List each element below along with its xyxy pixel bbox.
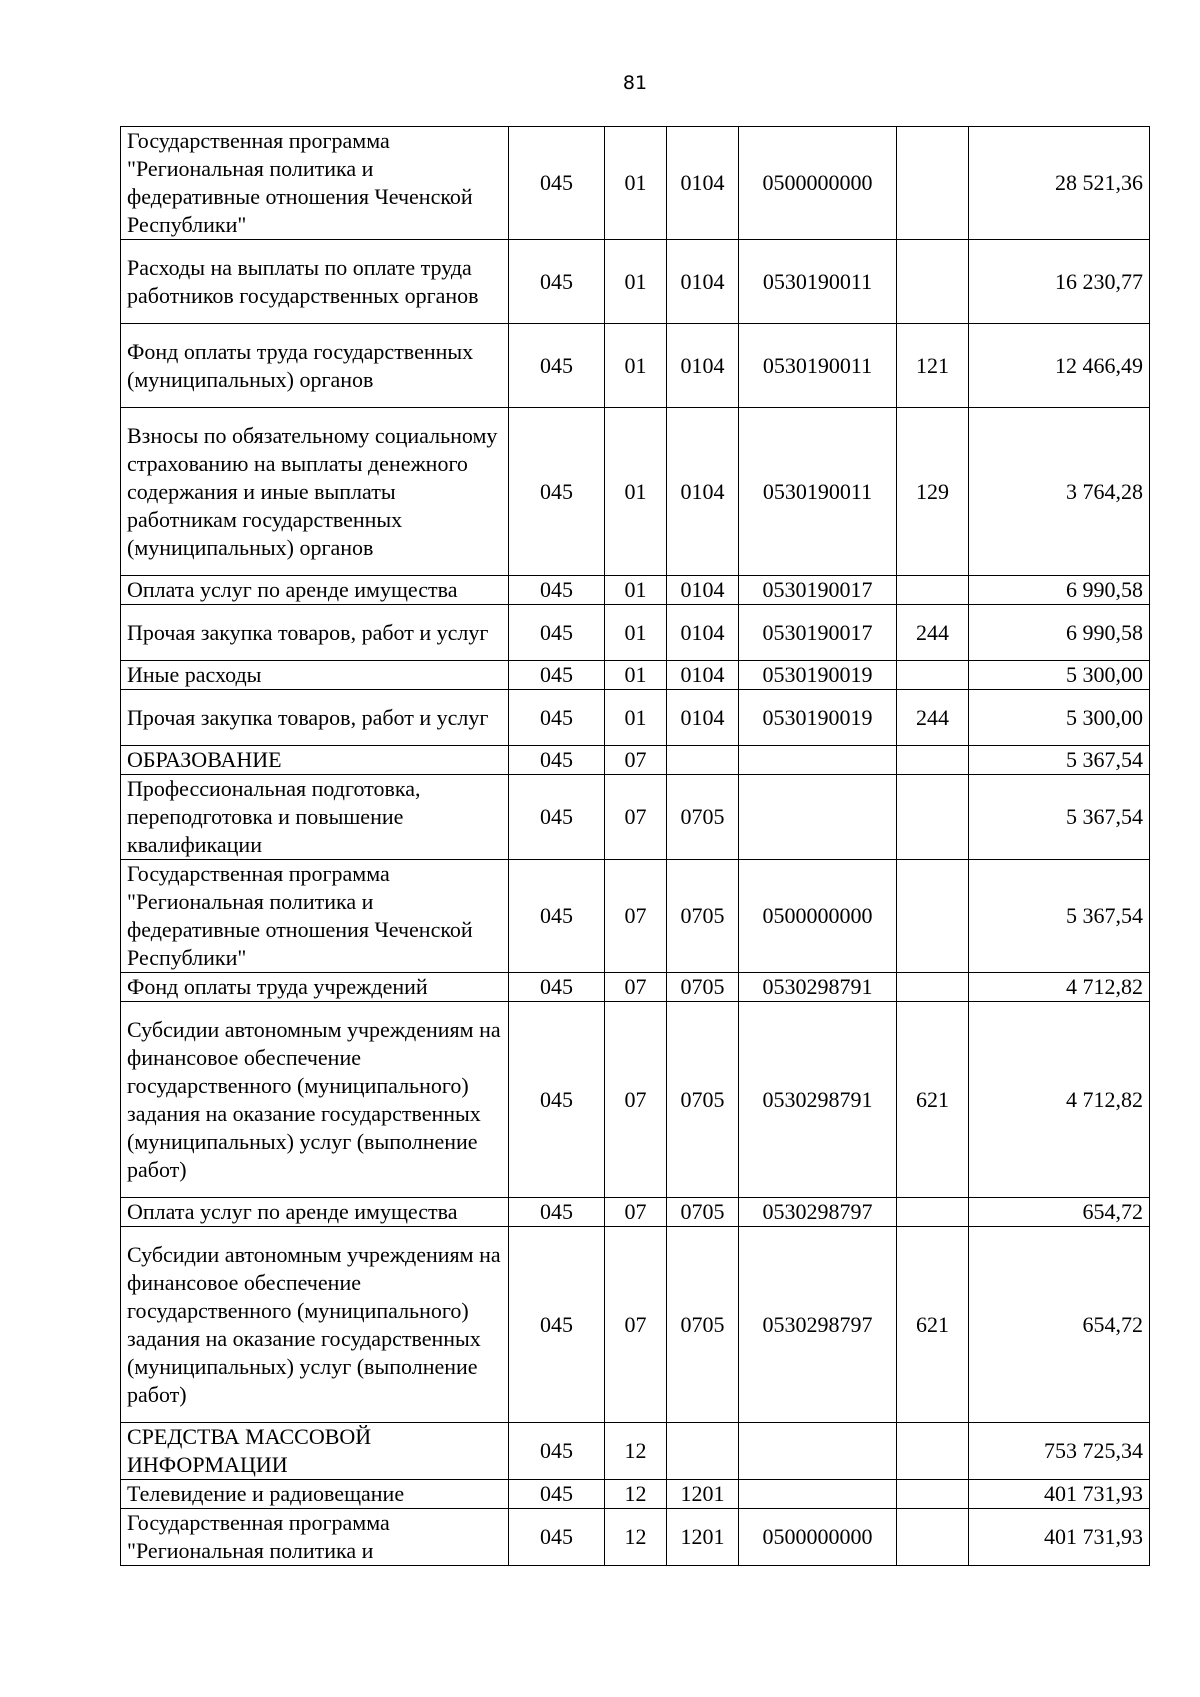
row-section-code: 07 (605, 775, 667, 860)
row-ved-code: 045 (509, 576, 605, 605)
row-amount: 654,72 (969, 1227, 1150, 1423)
row-name: СРЕДСТВА МАССОВОЙ ИНФОРМАЦИИ (121, 1423, 509, 1480)
row-target-code: 0530298791 (739, 1002, 897, 1198)
row-name: Субсидии автономным учреждениям на финансовое обеспечение государственного (муниципального) задания на оказание государственных (муниципальных) услуг (выполнение работ) (121, 1227, 509, 1423)
row-amount: 5 367,54 (969, 746, 1150, 775)
row-subsection-code: 1201 (667, 1509, 739, 1566)
row-amount: 28 521,36 (969, 127, 1150, 240)
row-amount: 401 731,93 (969, 1480, 1150, 1509)
row-name: Иные расходы (121, 661, 509, 690)
row-name: Субсидии автономным учреждениям на финансовое обеспечение государственного (муниципального) задания на оказание государственных (муниципальных) услуг (выполнение работ) (121, 1002, 509, 1198)
row-expense-type (897, 860, 969, 973)
row-amount: 5 300,00 (969, 661, 1150, 690)
row-subsection-code: 0104 (667, 324, 739, 408)
row-subsection-code: 0705 (667, 1198, 739, 1227)
row-target-code: 0530190011 (739, 324, 897, 408)
row-name: Оплата услуг по аренде имущества (121, 1198, 509, 1227)
row-amount: 4 712,82 (969, 973, 1150, 1002)
row-ved-code: 045 (509, 661, 605, 690)
row-amount: 654,72 (969, 1198, 1150, 1227)
row-target-code: 0530298791 (739, 973, 897, 1002)
row-expense-type (897, 746, 969, 775)
row-expense-type: 244 (897, 605, 969, 661)
row-ved-code: 045 (509, 127, 605, 240)
row-expense-type (897, 1423, 969, 1480)
row-ved-code: 045 (509, 690, 605, 746)
row-amount: 3 764,28 (969, 408, 1150, 576)
row-section-code: 01 (605, 408, 667, 576)
row-name: Прочая закупка товаров, работ и услуг (121, 605, 509, 661)
row-name: Расходы на выплаты по оплате труда работников государственных органов (121, 240, 509, 324)
row-name: Прочая закупка товаров, работ и услуг (121, 690, 509, 746)
table-row (121, 775, 1150, 860)
table-row (121, 576, 1150, 605)
row-expense-type (897, 661, 969, 690)
table-row (121, 690, 1150, 746)
row-section-code: 12 (605, 1480, 667, 1509)
row-name: Фонд оплаты труда учреждений (121, 973, 509, 1002)
row-expense-type (897, 1509, 969, 1566)
row-amount: 16 230,77 (969, 240, 1150, 324)
row-subsection-code: 0104 (667, 408, 739, 576)
row-amount: 6 990,58 (969, 576, 1150, 605)
row-amount: 5 300,00 (969, 690, 1150, 746)
row-target-code (739, 775, 897, 860)
row-ved-code: 045 (509, 1002, 605, 1198)
row-expense-type (897, 775, 969, 860)
row-subsection-code: 0705 (667, 860, 739, 973)
row-target-code: 0530190019 (739, 661, 897, 690)
row-ved-code: 045 (509, 1423, 605, 1480)
table-row (121, 746, 1150, 775)
row-section-code: 07 (605, 973, 667, 1002)
row-ved-code: 045 (509, 746, 605, 775)
row-subsection-code: 0104 (667, 605, 739, 661)
row-ved-code: 045 (509, 973, 605, 1002)
row-expense-type: 121 (897, 324, 969, 408)
table-row (121, 127, 1150, 240)
row-name: Телевидение и радиовещание (121, 1480, 509, 1509)
row-subsection-code (667, 746, 739, 775)
row-section-code: 12 (605, 1509, 667, 1566)
row-section-code: 07 (605, 1227, 667, 1423)
row-subsection-code: 0104 (667, 661, 739, 690)
row-subsection-code: 0705 (667, 973, 739, 1002)
row-subsection-code: 0104 (667, 127, 739, 240)
row-amount: 753 725,34 (969, 1423, 1150, 1480)
row-target-code (739, 746, 897, 775)
table-row (121, 1002, 1150, 1198)
row-target-code: 0530190017 (739, 605, 897, 661)
row-name: Государственная программа "Региональная политика и (121, 1509, 509, 1566)
row-ved-code: 045 (509, 1198, 605, 1227)
row-section-code: 07 (605, 1002, 667, 1198)
row-target-code: 0530298797 (739, 1227, 897, 1423)
table-row (121, 1423, 1150, 1480)
table-row (121, 973, 1150, 1002)
row-target-code: 0530190017 (739, 576, 897, 605)
row-ved-code: 045 (509, 860, 605, 973)
table-row (121, 408, 1150, 576)
row-name: Взносы по обязательному социальному страхованию на выплаты денежного содержания и иные выплаты работникам государственных (муниципальных) органов (121, 408, 509, 576)
row-subsection-code: 0705 (667, 1227, 739, 1423)
row-amount: 12 466,49 (969, 324, 1150, 408)
row-name: Оплата услуг по аренде имущества (121, 576, 509, 605)
row-section-code: 07 (605, 860, 667, 973)
row-target-code: 0500000000 (739, 127, 897, 240)
row-name: ОБРАЗОВАНИЕ (121, 746, 509, 775)
row-section-code: 01 (605, 240, 667, 324)
row-target-code (739, 1423, 897, 1480)
row-expense-type (897, 240, 969, 324)
row-expense-type: 129 (897, 408, 969, 576)
row-name: Государственная программа "Региональная политика и федеративные отношения Чеченской Республики" (121, 127, 509, 240)
table-row (121, 1227, 1150, 1423)
row-expense-type: 621 (897, 1227, 969, 1423)
row-section-code: 01 (605, 661, 667, 690)
table-row (121, 324, 1150, 408)
table-row (121, 860, 1150, 973)
table-row (121, 661, 1150, 690)
row-amount: 5 367,54 (969, 860, 1150, 973)
row-expense-type (897, 973, 969, 1002)
row-expense-type: 621 (897, 1002, 969, 1198)
row-amount: 6 990,58 (969, 605, 1150, 661)
page-number: 81 (622, 72, 648, 94)
row-amount: 401 731,93 (969, 1509, 1150, 1566)
row-ved-code: 045 (509, 775, 605, 860)
row-expense-type (897, 1198, 969, 1227)
row-amount: 4 712,82 (969, 1002, 1150, 1198)
row-target-code: 0530190019 (739, 690, 897, 746)
row-target-code (739, 1480, 897, 1509)
row-section-code: 07 (605, 746, 667, 775)
row-section-code: 01 (605, 690, 667, 746)
table-row (121, 240, 1150, 324)
table-row (121, 605, 1150, 661)
row-target-code: 0530190011 (739, 240, 897, 324)
row-expense-type (897, 1480, 969, 1509)
row-expense-type (897, 127, 969, 240)
row-expense-type: 244 (897, 690, 969, 746)
row-section-code: 01 (605, 324, 667, 408)
budget-table (120, 126, 1150, 1566)
row-ved-code: 045 (509, 1509, 605, 1566)
row-ved-code: 045 (509, 408, 605, 576)
row-section-code: 12 (605, 1423, 667, 1480)
row-section-code: 01 (605, 576, 667, 605)
row-target-code: 0530298797 (739, 1198, 897, 1227)
row-subsection-code: 0705 (667, 775, 739, 860)
row-section-code: 01 (605, 605, 667, 661)
row-subsection-code (667, 1423, 739, 1480)
table-row (121, 1509, 1150, 1566)
table-row (121, 1480, 1150, 1509)
row-ved-code: 045 (509, 324, 605, 408)
row-ved-code: 045 (509, 605, 605, 661)
row-subsection-code: 0104 (667, 240, 739, 324)
row-target-code: 0500000000 (739, 1509, 897, 1566)
row-subsection-code: 0104 (667, 576, 739, 605)
row-target-code: 0500000000 (739, 860, 897, 973)
row-section-code: 07 (605, 1198, 667, 1227)
row-target-code: 0530190011 (739, 408, 897, 576)
row-name: Фонд оплаты труда государственных (муниципальных) органов (121, 324, 509, 408)
row-subsection-code: 0104 (667, 690, 739, 746)
row-name: Профессиональная подготовка, переподготовка и повышение квалификации (121, 775, 509, 860)
row-ved-code: 045 (509, 1227, 605, 1423)
row-section-code: 01 (605, 127, 667, 240)
row-amount: 5 367,54 (969, 775, 1150, 860)
row-subsection-code: 1201 (667, 1480, 739, 1509)
row-ved-code: 045 (509, 240, 605, 324)
table-row (121, 1198, 1150, 1227)
row-expense-type (897, 576, 969, 605)
row-subsection-code: 0705 (667, 1002, 739, 1198)
row-ved-code: 045 (509, 1480, 605, 1509)
row-name: Государственная программа "Региональная политика и федеративные отношения Чеченской Республики" (121, 860, 509, 973)
